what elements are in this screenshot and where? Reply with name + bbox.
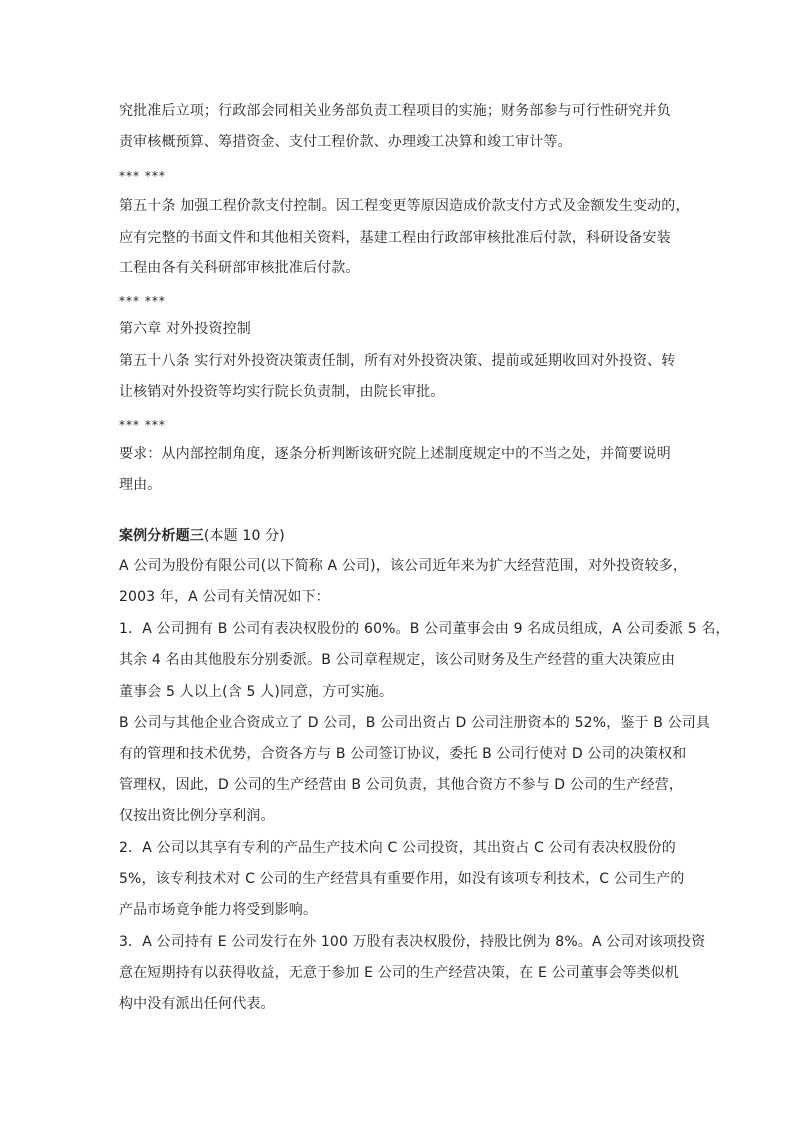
case-line: B 公司与其他企业合资成立了 D 公司，B 公司出资占 D 公司注册资本的 52%，鉴于 B 公司具	[119, 715, 711, 731]
requirement-line: 要求：从内部控制角度，逐条分析判断该研究院上述制度规定中的不当之处，并简要说明	[119, 446, 671, 462]
paragraph-line: 应有完整的书面文件和其他相关资料，基建工程由行政部审核批准后付款，科研设备安装	[119, 230, 671, 246]
paragraph-line: 第五十八条 实行对外投资决策责任制，所有对外投资决策、提前或延期收回对外投资、转	[119, 353, 676, 369]
case-line: 管理权，因此，D 公司的生产经营由 B 公司负责，其他合资方不参与 D 公司的生产经营，	[119, 777, 684, 793]
case-line: 董事会 5 人以上(含 5 人)同意，方可实施。	[119, 684, 394, 700]
case-line: 仅按出资比例分享利润。	[119, 808, 275, 824]
chapter-heading: 第六章 对外投资控制	[119, 321, 251, 337]
section-separator: *** ***	[119, 294, 166, 308]
case-line: A 公司为股份有限公司(以下简称 A 公司)，该公司近年来为扩大经营范围，对外投资较多，	[119, 558, 688, 574]
case-heading	[119, 526, 285, 546]
case-line: 2003 年，A 公司有关情况如下：	[119, 589, 330, 605]
paragraph-line: 工程由各有关科研部审核批准后付款。	[119, 260, 360, 276]
case-line: 1．A 公司拥有 B 公司有表决权股份的 60%。B 公司董事会由 9 名成员组成，A 公司委派 5 名，	[119, 621, 730, 637]
case-score-note: (本题 10 分)	[203, 528, 285, 544]
case-line: 有的管理和技术优势，合资各方与 B 公司签订协议，委托 B 公司行使对 D 公司的决策权和	[119, 746, 687, 762]
case-line: 5%，该专利技术对 C 公司的生产经营具有重要作用，如没有该项专利技术，C 公司生产的	[119, 871, 685, 887]
requirement-line: 理由。	[119, 477, 162, 493]
case-line: 2．A 公司以其享有专利的产品生产技术向 C 公司投资，其出资占 C 公司有表决权股份的	[119, 840, 676, 856]
case-line: 3．A 公司持有 E 公司发行在外 100 万股有表决权股份，持股比例为 8%。A 公司对该项投资	[119, 934, 706, 950]
section-separator: *** ***	[119, 169, 166, 183]
section-separator: *** ***	[119, 418, 166, 432]
paragraph-line: 让核销对外投资等均实行院长负责制，由院长审批。	[119, 384, 445, 400]
case-line: 其余 4 名由其他股东分别委派。B 公司章程规定，该公司财务及生产经营的重大决策应由	[119, 652, 676, 668]
paragraph-line: 究批准后立项；行政部会同相关业务部负责工程项目的实施；财务部参与可行性研究并负	[119, 103, 671, 119]
case-line: 产品市场竟争能力将受到影响。	[119, 902, 318, 918]
case-title: 案例分析题三	[119, 528, 204, 544]
paragraph-line: 责审核概预算、筹措资金、支付工程价款、办理竣工决算和竣工审计等。	[119, 134, 572, 150]
case-line: 意在短期持有以获得收益，无意于参加 E 公司的生产经营决策，在 E 公司董事会等类似机	[119, 965, 679, 981]
paragraph-line: 第五十条 加强工程价款支付控制。因工程变更等原因造成价款支付方式及金额发生变动的，	[119, 198, 690, 214]
case-line: 构中没有派出任何代表。	[119, 996, 275, 1012]
